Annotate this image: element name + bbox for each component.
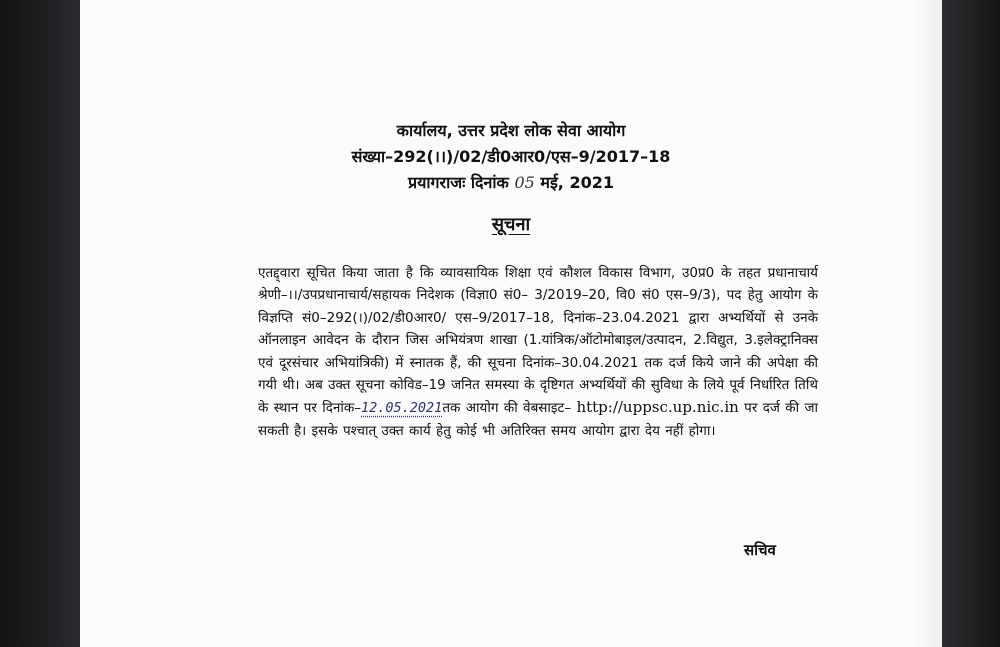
- document-page: [80, 0, 942, 647]
- signatory: सचिव: [744, 541, 776, 559]
- notice-heading-text: सूचना: [491, 214, 531, 235]
- handwritten-deadline-date: 12.05.2021: [361, 400, 443, 417]
- viewer-background-right: [942, 0, 1000, 647]
- body-part-3: पर दर्ज की जा सकती है। इसके पश्चात् उक्त कार्य हेतु कोई भी अतिरिक्त समय आयोग द्वारा देय नहीं होगा।: [258, 400, 818, 439]
- place-date-line: [80, 170, 942, 196]
- viewer-background-left: [0, 0, 80, 647]
- place-date-prefix: प्रयागराजः दिनांक: [408, 173, 509, 192]
- body-part-2: तक आयोग की वेबसाइट–: [442, 400, 577, 417]
- notice-heading: [80, 212, 942, 236]
- reference-number: संख्या–292(।।)/02/डी0आर0/एस–9/2017–18: [351, 147, 671, 166]
- website-link[interactable]: http://uppsc.up.nic.in: [576, 398, 739, 417]
- handwritten-day: 05: [514, 173, 535, 192]
- notice-body: [258, 262, 818, 442]
- page-edge-shadow: [912, 0, 942, 647]
- letterhead: [80, 118, 942, 196]
- body-part-1: एतद्द्वारा सूचित किया जाता है कि व्यावसायिक शिक्षा एवं कौशल विकास विभाग, उ0प्र0 के तहत प्रधानाचार्य श्रेणी–।।/उपप्रधानाचार्य/सहायक निदेशक (विज्ञा0 सं0– 3/2019–20, वि0 सं0 एस–9/3), पद हेतु आयोग के विज्ञप्ति सं0–292(।)/02/डी0आर0/ एस–9/2017–18, दिनांक–23.04.2021 द्वारा अभ्यर्थियों से उनके ऑनलाइन आवेदन के दौरान जिस अभियंत्रण शाखा (1.यांत्रिक/ऑटोमोबाइल/उत्पादन, 2.विद्युत, 3.इलेक्ट्रानिक्स एवं दूरसंचार अभियांत्रिकी) में स्नातक हैं, की सूचना दिनांक–30.04.2021 तक दर्ज किये जाने की अपेक्षा की गयी थी। अब उक्त सूचना कोविड–19 जनित समस्या के दृष्टिगत अभ्यर्थियों की सुविधा के लिये पूर्व निर्धारित तिथि के स्थान पर दिनांक–: [258, 265, 818, 417]
- office-name: कार्यालय, उत्तर प्रदेश लोक सेवा आयोग: [396, 121, 626, 140]
- place-date-suffix: मई, 2021: [540, 173, 614, 192]
